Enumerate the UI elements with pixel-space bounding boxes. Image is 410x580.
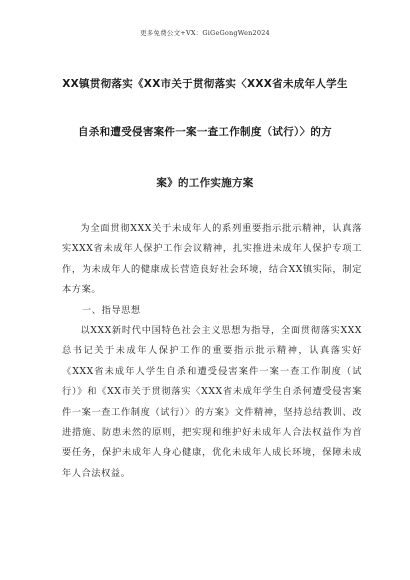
guiding-ideology-paragraph: 以XXX新时代中国特色社会主义思想为指导，全面贯彻落实XXX总书记关于未成年人保护工作的重要指示批示精神，认真落实好《XXX省未成年人学生自杀和遭受侵害案件一案一查工作制度（试行）》和《XX市关于贯彻落实〈XXX省未成年学生自杀何遭受侵害案件一案一查工作制度（试行）〉的方案》文件精神，坚持总结教训、改进措施、防患未然的原则，把实现和维护好未成年人合法权益作为首要任务，保护未成年人身心健康，优化未成年人成长环境，保障未成年人合法权益。 — [62, 325, 362, 479]
document-title-line-2: 自杀和遭受侵害案件一案一查工作制度（试行）〉的方 — [78, 126, 332, 138]
section-heading-guiding-ideology: 一、指导思想 — [82, 305, 141, 316]
intro-paragraph: 为全面贯彻XXX关于未成年人的系列重要指示批示精神，认真落实XXX省未成年人保护工作会议精神，扎实推进未成年人保护专项工作，为未成年人的健康成长营造良好社会环境，结合XX镇实际，制定本方案。 — [62, 223, 362, 296]
document-title-line-3: 案》的工作实施方案 — [156, 177, 254, 189]
header-promo-note: 更多免费公文+VX：GiGeGongWen2024 — [140, 29, 270, 37]
document-title-line-1: XX镇贯彻落实《XX市关于贯彻落实〈XXX省未成年人学生 — [62, 78, 348, 90]
